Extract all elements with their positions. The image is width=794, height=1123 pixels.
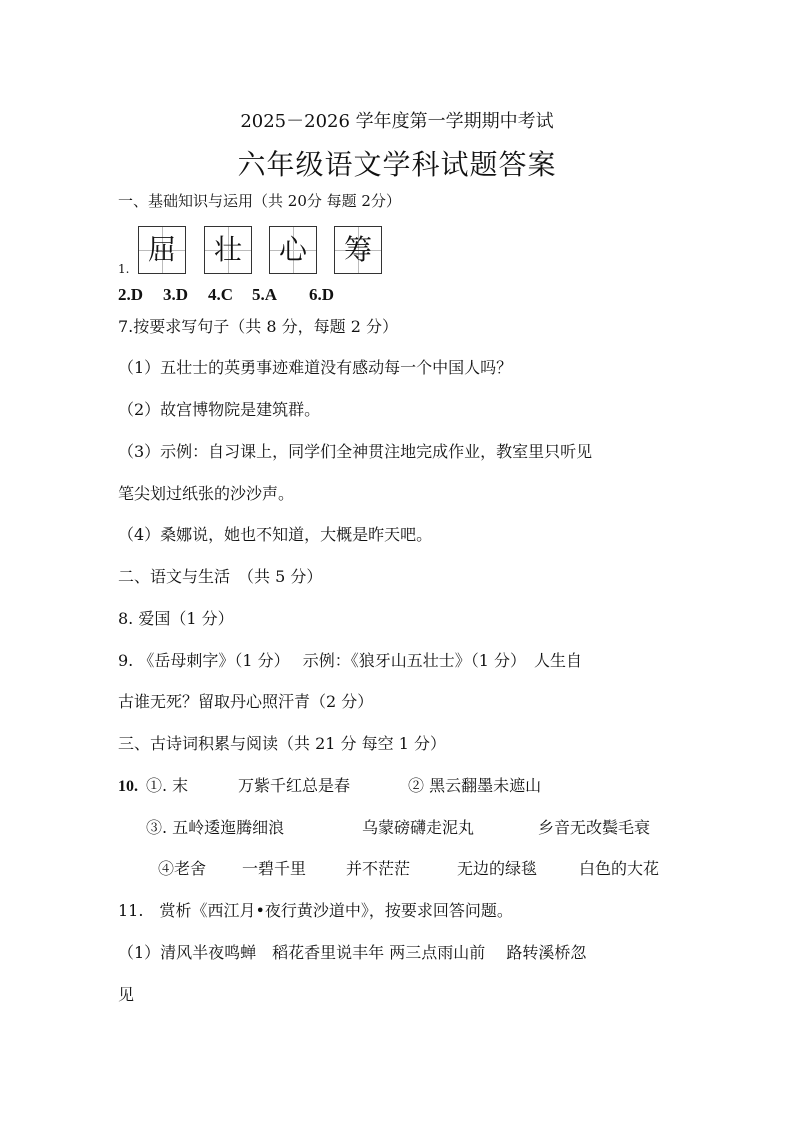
grid-character: 筹 [343,233,372,266]
q10-blank: ④老舍 [158,859,207,878]
section3-heading: 三、古诗词积累与阅读（共 21 分 每空 1 分） [118,734,446,753]
answer-item: 6.D [309,285,335,304]
grid-character: 心 [278,233,307,266]
q11-answer-1-line1: （1）清风半夜鸣蝉 稻花香里说丰年 两三点雨山前 路转溪桥忽 [118,943,587,962]
tian-grid-box [269,226,317,274]
q7-answer-4: （4）桑娜说，她也不知道，大概是昨天吧。 [118,525,433,544]
section1-heading: 一、基础知识与运用（共 20分 每题 2分） [118,192,401,210]
q10-blank: ③. 五岭逶迤腾细浪 [146,818,285,837]
answer-item: 5.A [252,285,278,304]
q11-heading: 11. 赏析《西江月•夜行黄沙道中》，按要求回答问题。 [118,901,513,920]
q10-blank: 万紫千红总是春 [238,776,351,795]
answer-item: 3.D [163,285,189,304]
answer-item: 2.D [118,285,144,304]
q1-number: 1. [118,262,130,276]
tian-grid-box [204,226,252,274]
grid-character: 屈 [147,233,176,266]
q10-blank: ② 黑云翻墨未遮山 [408,776,542,795]
q10-row2 [146,818,650,838]
q10-blank: 乌蒙磅礴走泥丸 [362,818,475,837]
q7-heading: 7.按要求写句子（共 8 分，每题 2 分） [118,317,398,336]
q9-answer-line2: 古谁无死？留取丹心照汗青（2 分） [118,692,374,711]
q10-blank: ①. 末 [146,776,189,795]
q9-answer-line1: 9. 《岳母刺字》（1 分） 示例：《狼牙山五壮士》（1 分） 人生自 [118,651,582,670]
q10-blank: 一碧千里 [242,859,307,878]
tian-grid-box [334,226,382,274]
section2-heading: 二、语文与生活 （共 5 分） [118,567,323,586]
q10-number: 10. [118,778,138,795]
q10-blank: 并不茫茫 [346,859,411,878]
q10-blank: 白色的大花 [579,859,660,878]
answer-item: 4.C [208,285,234,304]
grid-character: 壮 [213,233,242,266]
q8-answer: 8. 爱国（1 分） [118,609,234,628]
q11-answer-1-line2: 见 [118,985,135,1004]
multiple-choice-answers [118,285,334,305]
q7-answer-2: （2）故宫博物院是建筑群。 [118,400,321,419]
tian-grid-box [138,226,186,274]
document-title: 六年级语文学科试题答案 [237,148,557,181]
exam-title: 2025－2026 学年度第一学期期中考试 [240,111,554,132]
q7-answer-1: （1）五壮士的英勇事迹难道没有感动每一个中国人吗？ [118,358,513,377]
q10-blank: 乡音无改鬓毛衰 [538,818,651,837]
q10-row1 [118,776,541,797]
q10-row3 [158,859,659,879]
q7-answer-3-line2: 笔尖划过纸张的沙沙声。 [118,484,295,503]
q10-blank: 无边的绿毯 [457,859,538,878]
q7-answer-3-line1: （3）示例：自习课上，同学们全神贯注地完成作业，教室里只听见 [118,442,593,461]
